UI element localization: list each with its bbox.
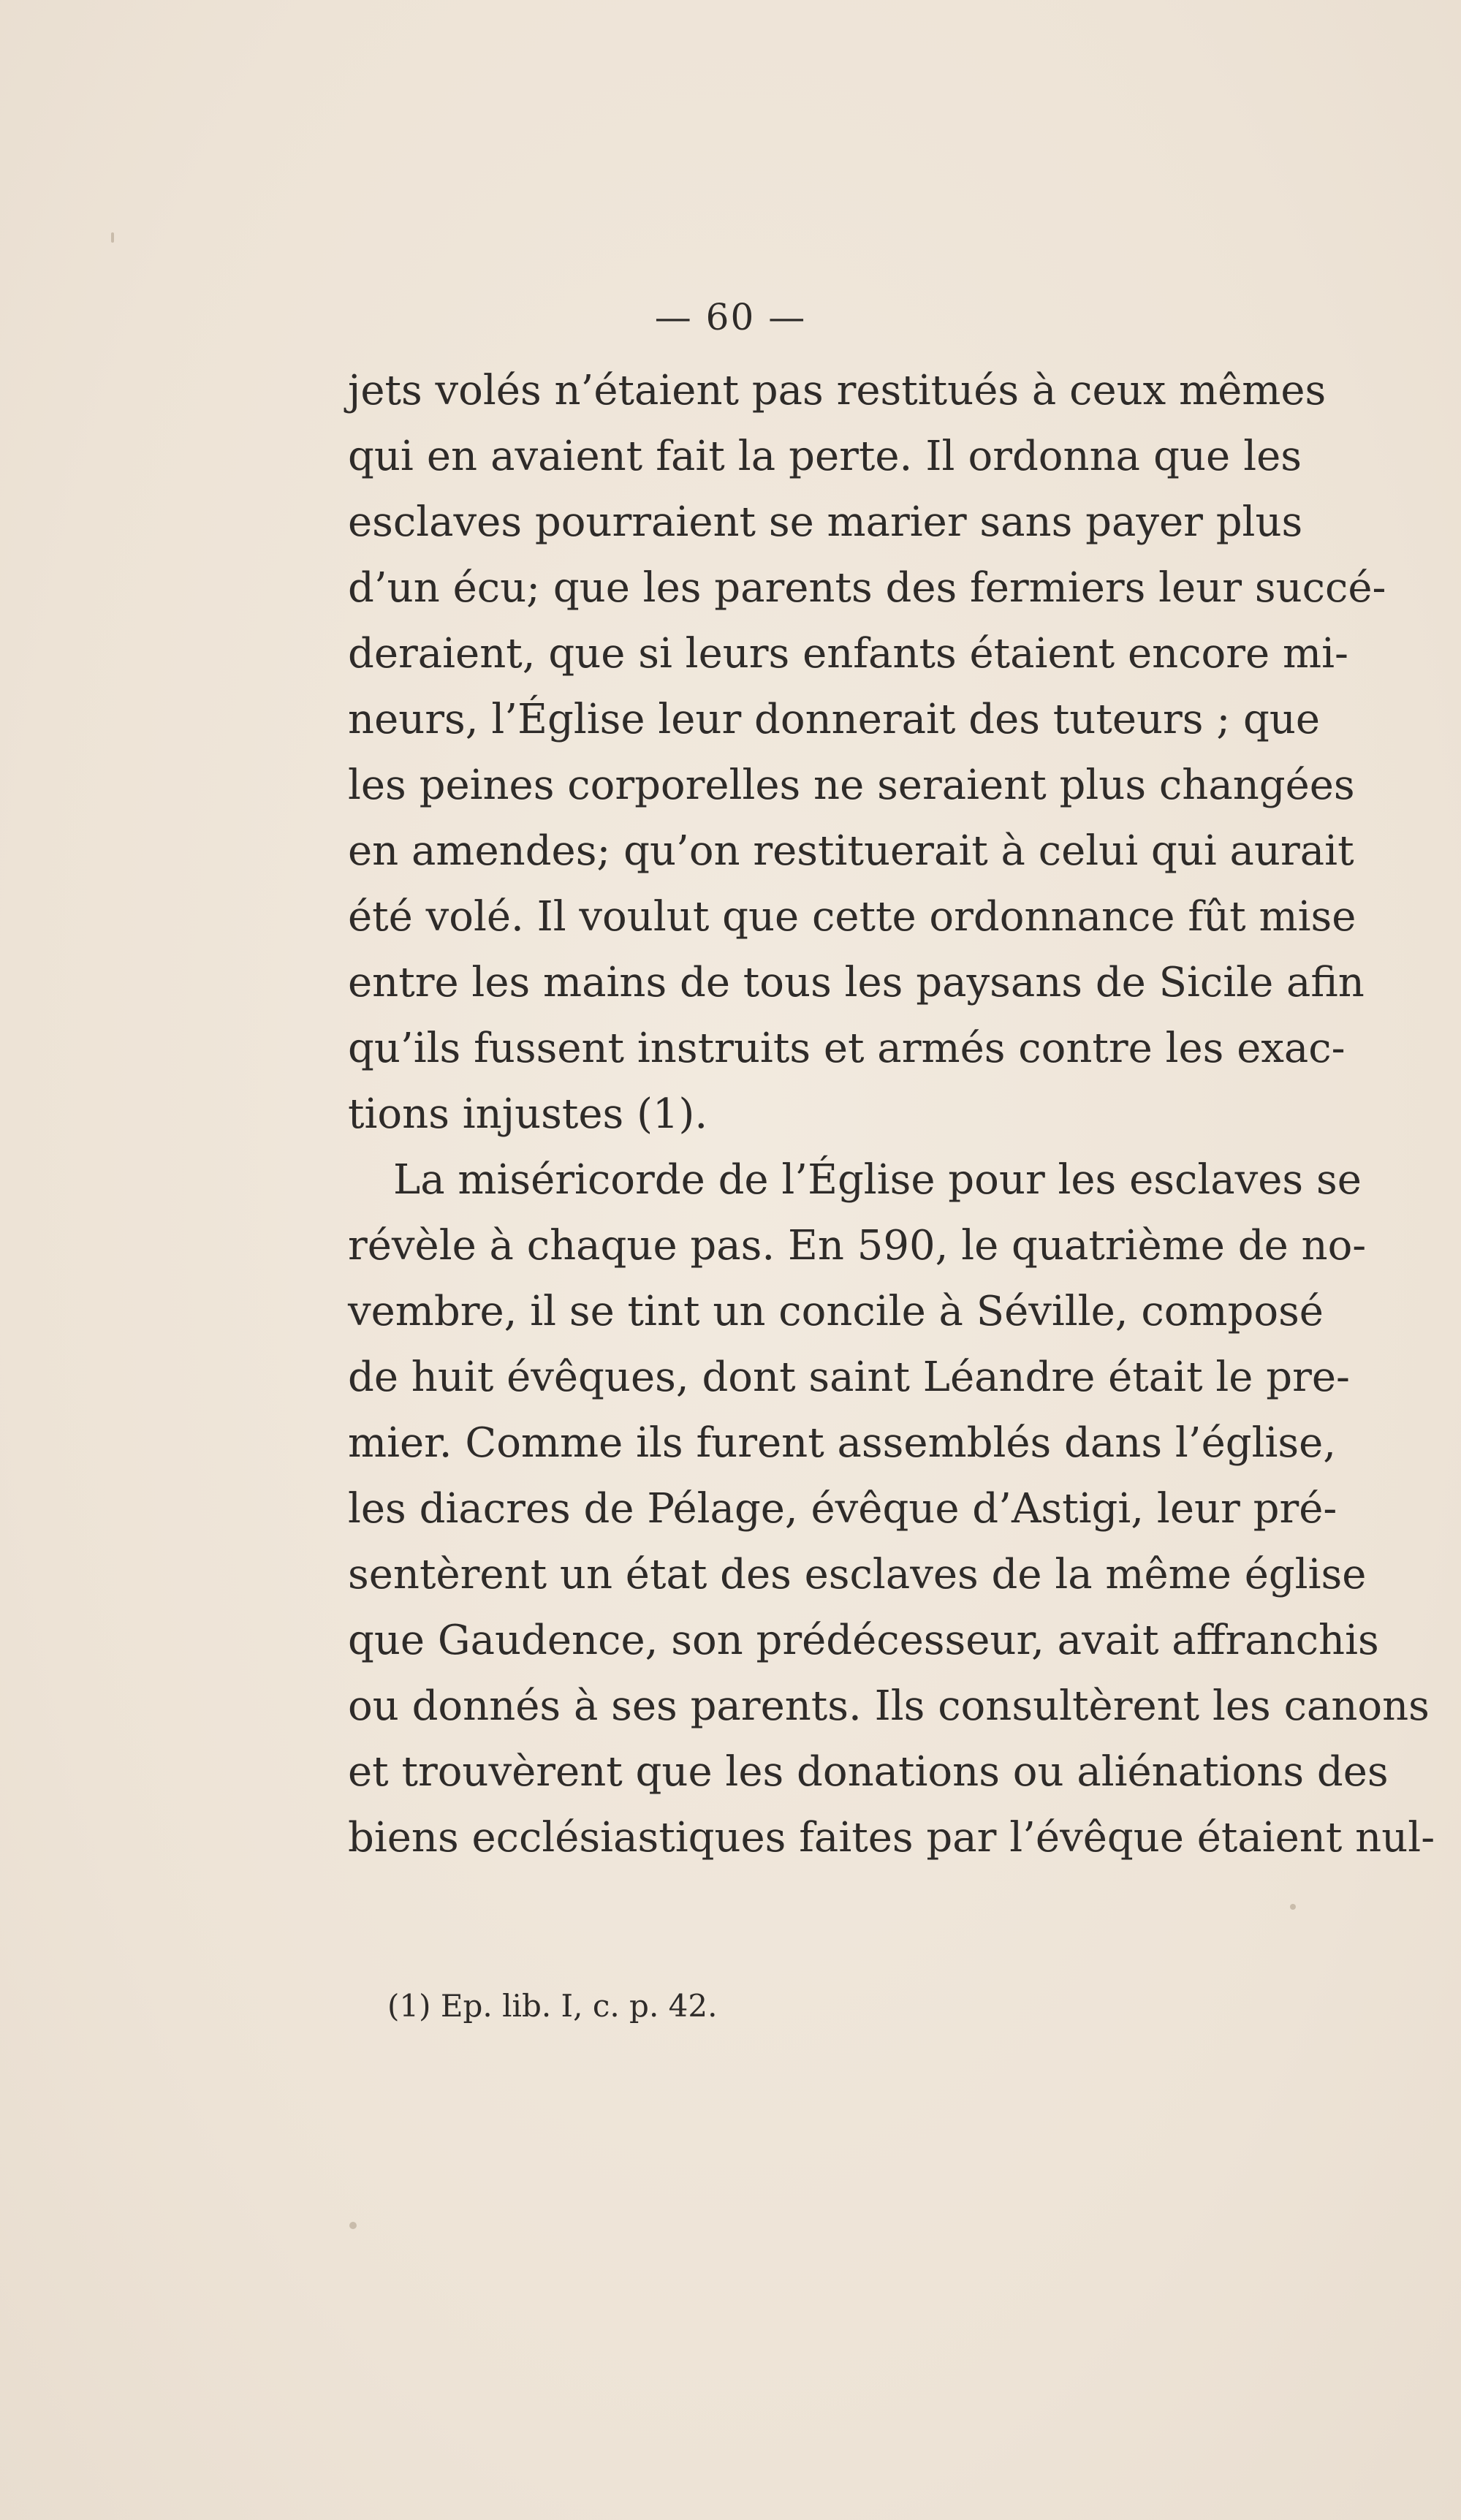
text-line-paragraph-start: La miséricorde de l’Église pour les esclaves se (393, 1156, 1362, 1204)
text-line: d’un écu; que les parents des fermiers leur succé- (348, 564, 1386, 612)
paper-speck (349, 2222, 357, 2229)
paper-speck (111, 232, 114, 243)
text-line: neurs, l’Église leur donnerait des tuteurs ; que (348, 696, 1321, 743)
text-line: esclaves pourraient se marier sans payer plus (348, 498, 1303, 546)
body-text (348, 358, 1435, 1871)
text-line: ou donnés à ses parents. Ils consultèrent les canons (348, 1682, 1430, 1730)
page-number: — 60 — (654, 296, 807, 338)
text-line: vembre, il se tint un concile à Séville, composé (348, 1288, 1324, 1335)
text-line: de huit évêques, dont saint Léandre était le pre- (348, 1354, 1350, 1401)
text-line: été volé. Il voulut que cette ordonnance fût mise (348, 893, 1356, 941)
text-line: biens ecclésiastiques faites par l’évêque étaient nul- (348, 1814, 1435, 1861)
paper-speck (1290, 1904, 1296, 1910)
text-line: deraient, que si leurs enfants étaient encore mi- (348, 630, 1348, 678)
text-line: en amendes; qu’on restituerait à celui qui aurait (348, 827, 1354, 875)
text-line: révèle à chaque pas. En 590, le quatrième de no- (348, 1222, 1367, 1270)
text-line: les diacres de Pélage, évêque d’Astigi, leur pré- (348, 1485, 1337, 1533)
text-line: qui en avaient fait la perte. Il ordonna que les (348, 433, 1302, 480)
text-line: mier. Comme ils furent assemblés dans l’église, (348, 1419, 1337, 1467)
text-line: les peines corporelles ne seraient plus changées (348, 762, 1355, 809)
text-line: qu’ils fussent instruits et armés contre les exac- (348, 1025, 1346, 1072)
text-line: que Gaudence, son prédécesseur, avait affranchis (348, 1617, 1379, 1664)
text-line: et trouvèrent que les donations ou aliénations des (348, 1748, 1389, 1796)
text-line: jets volés n’étaient pas restitués à ceux mêmes (348, 367, 1327, 414)
text-line: entre les mains de tous les paysans de Sicile afin (348, 959, 1365, 1006)
text-line: sentèrent un état des esclaves de la même église (348, 1551, 1367, 1598)
text-line-paragraph-end: tions injustes (1). (348, 1090, 708, 1138)
footnote: (1) Ep. lib. I, c. p. 42. (387, 1988, 718, 2024)
